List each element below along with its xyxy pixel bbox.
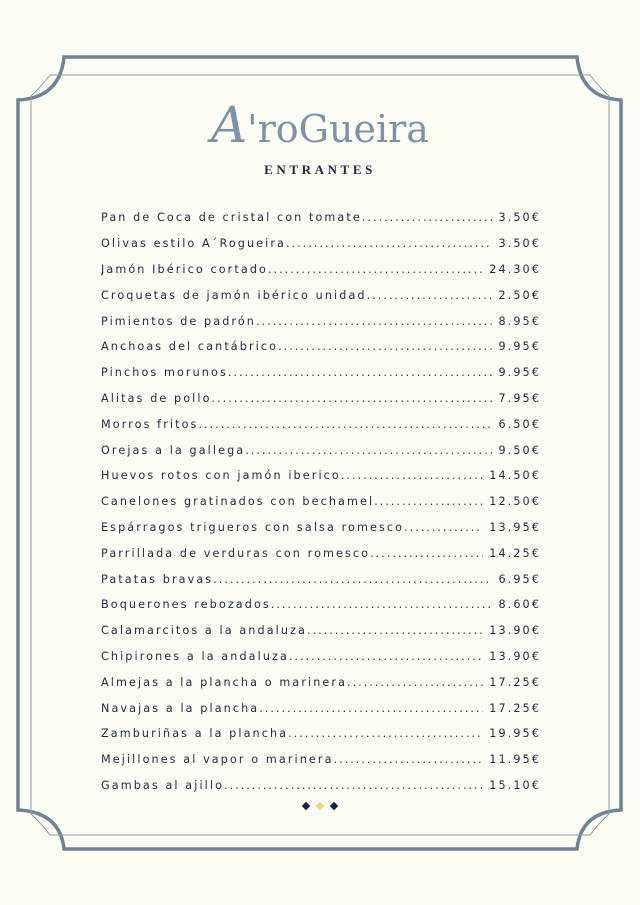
menu-item-price: 3.50€: [498, 237, 541, 251]
navy-diamond-icon: [330, 802, 338, 810]
dot-leader: [286, 237, 492, 250]
menu-item-name: Patatas bravas: [101, 572, 214, 586]
menu-item: [101, 231, 541, 257]
menu-item-name: Morros fritos: [101, 417, 199, 431]
menu-item-price: 13.95€: [489, 520, 541, 534]
menu-item-price: 2.50€: [498, 288, 541, 302]
menu-item-name: Jamón Ibérico cortado: [101, 262, 268, 276]
dot-leader: [199, 418, 493, 431]
menu-item-name: Gambas al ajillo: [101, 778, 225, 792]
dot-leader: [228, 366, 493, 379]
menu-item-price: 17.25€: [489, 701, 541, 715]
menu-item-name: Espárragos trigueros con salsa romesco: [101, 520, 405, 534]
menu-item: [101, 747, 541, 773]
logo-initial: A: [211, 96, 248, 154]
menu-item: [101, 257, 541, 283]
ornament-divider: [0, 803, 640, 809]
menu-item-price: 6.50€: [498, 417, 541, 431]
menu-item-price: 14.50€: [489, 469, 541, 483]
menu-item-name: Chipirones a la andaluza: [101, 649, 289, 663]
menu-item-name: Huevos rotos con jamón iberico: [101, 469, 341, 483]
menu-item: [101, 205, 541, 231]
menu-item-name: Anchoas del cantábrico: [101, 340, 279, 354]
dot-leader: [271, 598, 493, 611]
menu-item-name: Olivas estilo A´Rogueira: [101, 237, 286, 251]
dot-leader: [341, 469, 483, 482]
dot-leader: [362, 211, 493, 224]
menu-item-price: 15.10€: [489, 778, 541, 792]
gold-diamond-icon: [316, 802, 324, 810]
menu-item-price: 9.95€: [498, 340, 541, 354]
menu-item: [101, 334, 541, 360]
menu-item-price: 9.95€: [498, 366, 541, 380]
menu-item-name: Orejas a la gallega: [101, 443, 246, 457]
dot-leader: [259, 702, 483, 715]
menu-item: [101, 437, 541, 463]
menu-item-price: 3.50€: [498, 211, 541, 225]
dot-leader: [256, 315, 492, 328]
menu-item-price: 24.30€: [489, 262, 541, 276]
menu-item-price: 12.50€: [489, 495, 541, 509]
menu-item: [101, 540, 541, 566]
menu-item-name: Pinchos morunos: [101, 366, 228, 380]
dot-leader: [224, 779, 483, 792]
dot-leader: [374, 495, 483, 508]
dot-leader: [404, 521, 483, 534]
dot-leader: [268, 263, 483, 276]
menu-item: [101, 411, 541, 437]
menu-item-name: Pan de Coca de cristal con tomate: [101, 211, 362, 225]
menu-item-price: 6.95€: [498, 572, 541, 586]
menu-item-price: 13.90€: [489, 649, 541, 663]
dot-leader: [370, 547, 483, 560]
section-title: ENTRANTES: [264, 162, 376, 177]
menu-item-price: 14.25€: [489, 546, 541, 560]
navy-diamond-icon: [302, 802, 310, 810]
menu-list: [101, 205, 541, 798]
menu-item: [101, 721, 541, 747]
menu-item-name: Almejas a la plancha o marinera: [101, 675, 348, 689]
menu-item: [101, 618, 541, 644]
menu-item: [101, 644, 541, 670]
menu-item: [101, 360, 541, 386]
menu-item-name: Pimientos de padrón: [101, 314, 256, 328]
menu-item: [101, 669, 541, 695]
menu-item: [101, 463, 541, 489]
dot-leader: [334, 753, 484, 766]
dot-leader: [213, 573, 492, 586]
menu-item-price: 13.90€: [489, 624, 541, 638]
menu-item-name: Mejillones al vapor o marinera: [101, 753, 334, 767]
menu-item-name: Parrillada de verduras con romesco: [101, 546, 371, 560]
menu-item: [101, 566, 541, 592]
menu-item-price: 9.50€: [498, 443, 541, 457]
menu-item: [101, 489, 541, 515]
menu-item: [101, 695, 541, 721]
menu-item-price: 17.25€: [489, 675, 541, 689]
menu-item-price: 7.95€: [498, 391, 541, 405]
menu-item: [101, 773, 541, 799]
menu-item-price: 8.95€: [498, 314, 541, 328]
menu-item: [101, 282, 541, 308]
dot-leader: [307, 624, 483, 637]
dot-leader: [288, 727, 483, 740]
menu-item-price: 8.60€: [498, 598, 541, 612]
dot-leader: [367, 289, 493, 302]
restaurant-logo: [0, 96, 640, 154]
menu-item-name: Canelones gratinados con bechamel: [101, 495, 375, 509]
menu-item-name: Calamarcitos a la andaluza: [101, 624, 307, 638]
logo-text: 'roGueira: [247, 107, 429, 151]
menu-item: [101, 592, 541, 618]
menu-item: [101, 386, 541, 412]
menu-item-price: 19.95€: [489, 727, 541, 741]
dot-leader: [278, 340, 492, 353]
menu-item-name: Croquetas de jamón ibérico unidad: [101, 288, 367, 302]
dot-leader: [289, 650, 483, 663]
menu-item-price: 11.95€: [489, 753, 541, 767]
menu-item: [101, 308, 541, 334]
menu-item: [101, 515, 541, 541]
dot-leader: [245, 444, 492, 457]
menu-item-name: Navajas a la plancha: [101, 701, 260, 715]
menu-item-name: Alitas de pollo: [101, 391, 212, 405]
menu-item-name: Boquerones rebozados: [101, 598, 271, 612]
dot-leader: [212, 392, 493, 405]
dot-leader: [347, 676, 483, 689]
menu-item-name: Zamburiñas a la plancha: [101, 727, 289, 741]
